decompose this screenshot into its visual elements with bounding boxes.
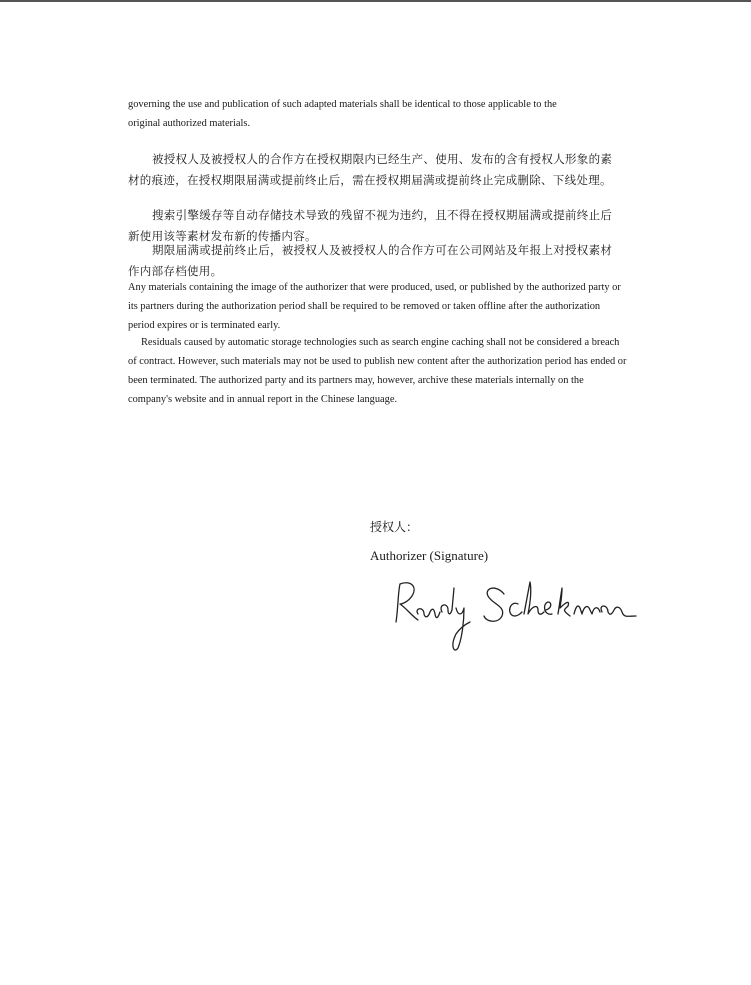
handwritten-signature — [392, 574, 642, 654]
chinese-paragraph-archive: 期限届满或提前终止后，被授权人及被授权人的合作方可在公司网站及年报上对授权素材作内部存档使用。 — [128, 243, 613, 278]
chinese-paragraph-removal: 被授权人及被授权人的合作方在授权期限内已经生产、使用、发布的含有授权人形象的素材的痕迹，在授权期限届满或提前终止后，需在授权期届满或提前终止完成删除、下线处理。 — [128, 152, 613, 187]
authorizer-label-en: Authorizer (Signature) — [370, 548, 489, 563]
authorizer-label-cn: 授权人： — [370, 520, 419, 534]
signature-block — [370, 518, 670, 648]
chinese-paragraph-cache: 搜索引擎缓存等自动存储技术导致的残留不视为违约，且不得在授权期届满或提前终止后新使用该等素材发布新的传播内容。 — [128, 208, 613, 243]
english-paragraph-cache: Residuals caused by automatic storage technologies such as search engine caching shall not be considered a breach of contract. However, such materials may not be used to publish new content after the authorization period has ended or been terminated. The authorized party and its partners may, however, archive these materials internally on the company's website and in annual report in the Chinese language. — [128, 337, 627, 405]
intro-line-2: original authorized materials. — [128, 118, 251, 129]
intro-line-1: governing the use and publication of such adapted materials shall be identical to those applicable to the — [128, 99, 557, 110]
english-paragraph-removal: Any materials containing the image of the authorizer that were produced, used, or published by the authorized party or its partners during the authorization period shall be required to be removed or taken offline after the authorization period expires or is terminated early. — [128, 282, 621, 331]
top-border — [0, 0, 751, 2]
